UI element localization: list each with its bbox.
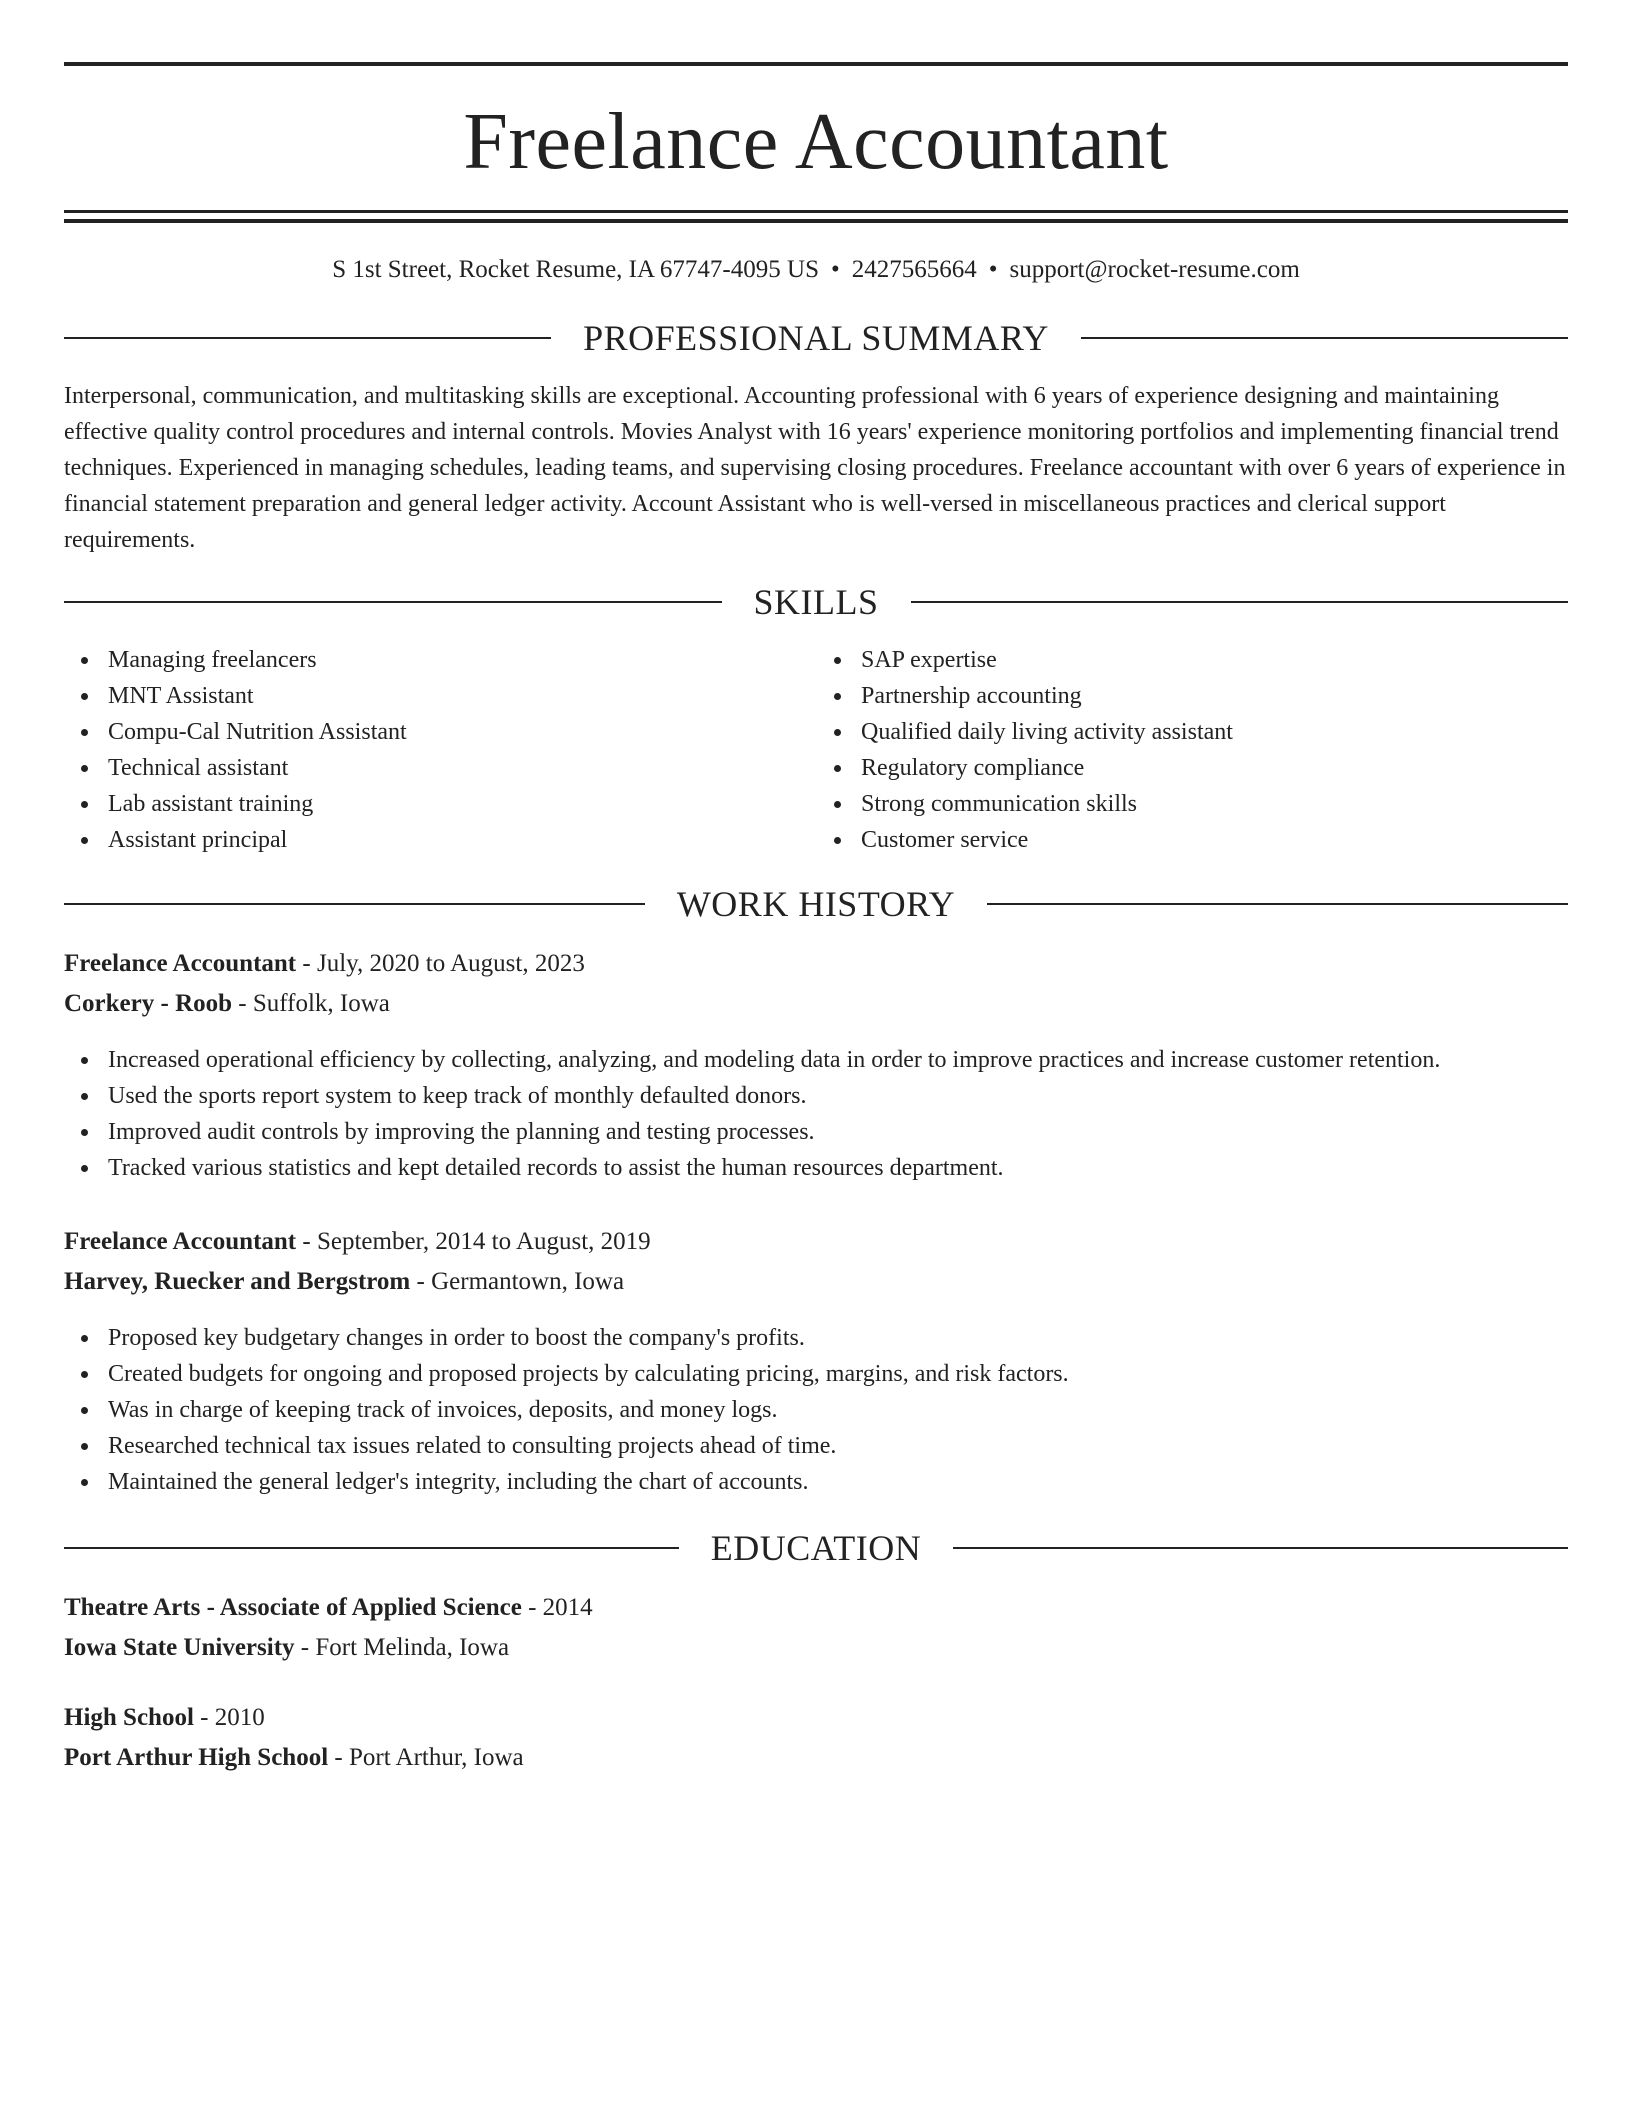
education-entry bbox=[64, 1588, 1568, 1668]
skill-item: Compu-Cal Nutrition Assistant bbox=[64, 714, 815, 750]
work-entry bbox=[64, 1222, 1568, 1500]
education-degree-line bbox=[64, 1698, 1568, 1738]
skill-item: Lab assistant training bbox=[64, 786, 815, 822]
job-company-line bbox=[64, 1262, 1568, 1302]
skill-item: Assistant principal bbox=[64, 822, 815, 858]
skill-item: Technical assistant bbox=[64, 750, 815, 786]
section-title-skills: SKILLS bbox=[753, 582, 879, 622]
section-rule bbox=[987, 903, 1568, 905]
section-title-education: EDUCATION bbox=[710, 1528, 922, 1568]
education-entry bbox=[64, 1698, 1568, 1778]
education-degree: High School bbox=[64, 1704, 194, 1731]
contact-email: support@rocket-resume.com bbox=[1009, 256, 1300, 283]
section-title-summary: PROFESSIONAL SUMMARY bbox=[583, 318, 1049, 358]
section-rule bbox=[64, 601, 722, 603]
job-bullet: Researched technical tax issues related to consulting projects ahead of time. bbox=[64, 1428, 1568, 1464]
education-school-line bbox=[64, 1738, 1568, 1778]
section-rule bbox=[64, 903, 645, 905]
double-rule bbox=[64, 210, 1568, 223]
job-dates: - July, 2020 to August, 2023 bbox=[302, 950, 585, 977]
job-title-line bbox=[64, 1222, 1568, 1262]
top-rule bbox=[64, 62, 1568, 66]
skill-item: SAP expertise bbox=[817, 642, 1568, 678]
education-degree-line bbox=[64, 1588, 1568, 1628]
section-rule bbox=[64, 1547, 679, 1549]
skill-item: Regulatory compliance bbox=[817, 750, 1568, 786]
section-header-summary bbox=[64, 320, 1568, 356]
education-year: - 2014 bbox=[528, 1594, 593, 1621]
job-bullet: Increased operational efficiency by collecting, analyzing, and modeling data in order to improve practices and increase customer retention. bbox=[64, 1042, 1568, 1078]
job-company-line bbox=[64, 984, 1568, 1024]
job-bullet: Created budgets for ongoing and proposed projects by calculating pricing, margins, and risk factors. bbox=[64, 1356, 1568, 1392]
skill-item: Partnership accounting bbox=[817, 678, 1568, 714]
job-bullet: Proposed key budgetary changes in order to boost the company's profits. bbox=[64, 1320, 1568, 1356]
section-title-work: WORK HISTORY bbox=[676, 884, 956, 924]
education-school-line bbox=[64, 1628, 1568, 1668]
job-location: - Germantown, Iowa bbox=[416, 1268, 625, 1295]
education-location: - Fort Melinda, Iowa bbox=[300, 1634, 510, 1661]
job-title: Freelance Accountant bbox=[64, 950, 297, 977]
skills-list bbox=[64, 642, 1568, 858]
job-title: Freelance Accountant bbox=[64, 1228, 297, 1255]
work-entry bbox=[64, 944, 1568, 1186]
education-school: Port Arthur High School bbox=[64, 1744, 329, 1771]
section-rule bbox=[953, 1547, 1568, 1549]
section-header-skills bbox=[64, 584, 1568, 620]
job-bullet: Tracked various statistics and kept detailed records to assist the human resources department. bbox=[64, 1150, 1568, 1186]
job-bullet: Improved audit controls by improving the planning and testing processes. bbox=[64, 1114, 1568, 1150]
job-bullet: Was in charge of keeping track of invoices, deposits, and money logs. bbox=[64, 1392, 1568, 1428]
skills-column-right bbox=[815, 642, 1568, 858]
summary-text: Interpersonal, communication, and multitasking skills are exceptional. Accounting professional with 6 years of experience designing and maintaining effective quality control procedures and internal controls. Movies Analyst with 16 years' experience monitoring portfolios and implementing financial trend techniques. Experienced in managing schedules, leading teams, and supervising closing procedures. Freelance accountant with over 6 years of experience in financial statement preparation and general ledger activity. Account Assistant who is well-versed in miscellaneous practices and clerical support requirements. bbox=[64, 383, 1566, 553]
section-rule bbox=[64, 337, 551, 339]
education-year: - 2010 bbox=[200, 1704, 265, 1731]
job-company: Harvey, Ruecker and Bergstrom bbox=[64, 1268, 411, 1295]
skill-item: Qualified daily living activity assistant bbox=[817, 714, 1568, 750]
section-header-education bbox=[64, 1530, 1568, 1566]
resume-name: Freelance Accountant bbox=[463, 98, 1169, 186]
contact-line bbox=[64, 257, 1568, 282]
education-location: - Port Arthur, Iowa bbox=[334, 1744, 524, 1771]
skill-item: MNT Assistant bbox=[64, 678, 815, 714]
skill-item: Managing freelancers bbox=[64, 642, 815, 678]
job-bullets bbox=[64, 1320, 1568, 1500]
contact-address: S 1st Street, Rocket Resume, IA 67747-4095 US bbox=[332, 256, 819, 283]
contact-separator: • bbox=[830, 256, 840, 283]
job-bullet: Maintained the general ledger's integrity, including the chart of accounts. bbox=[64, 1464, 1568, 1500]
job-bullet: Used the sports report system to keep track of monthly defaulted donors. bbox=[64, 1078, 1568, 1114]
section-rule bbox=[1081, 337, 1568, 339]
job-bullets bbox=[64, 1042, 1568, 1186]
contact-separator: • bbox=[988, 256, 998, 283]
job-company: Corkery - Roob bbox=[64, 990, 233, 1017]
job-location: - Suffolk, Iowa bbox=[238, 990, 390, 1017]
skill-item: Customer service bbox=[817, 822, 1568, 858]
skill-item: Strong communication skills bbox=[817, 786, 1568, 822]
section-header-work bbox=[64, 886, 1568, 922]
education-degree: Theatre Arts - Associate of Applied Science bbox=[64, 1594, 522, 1621]
skills-column-left bbox=[64, 642, 815, 858]
section-rule bbox=[911, 601, 1569, 603]
education-school: Iowa State University bbox=[64, 1634, 295, 1661]
job-dates: - September, 2014 to August, 2019 bbox=[302, 1228, 651, 1255]
job-title-line bbox=[64, 944, 1568, 984]
contact-phone: 2427565664 bbox=[851, 256, 977, 283]
